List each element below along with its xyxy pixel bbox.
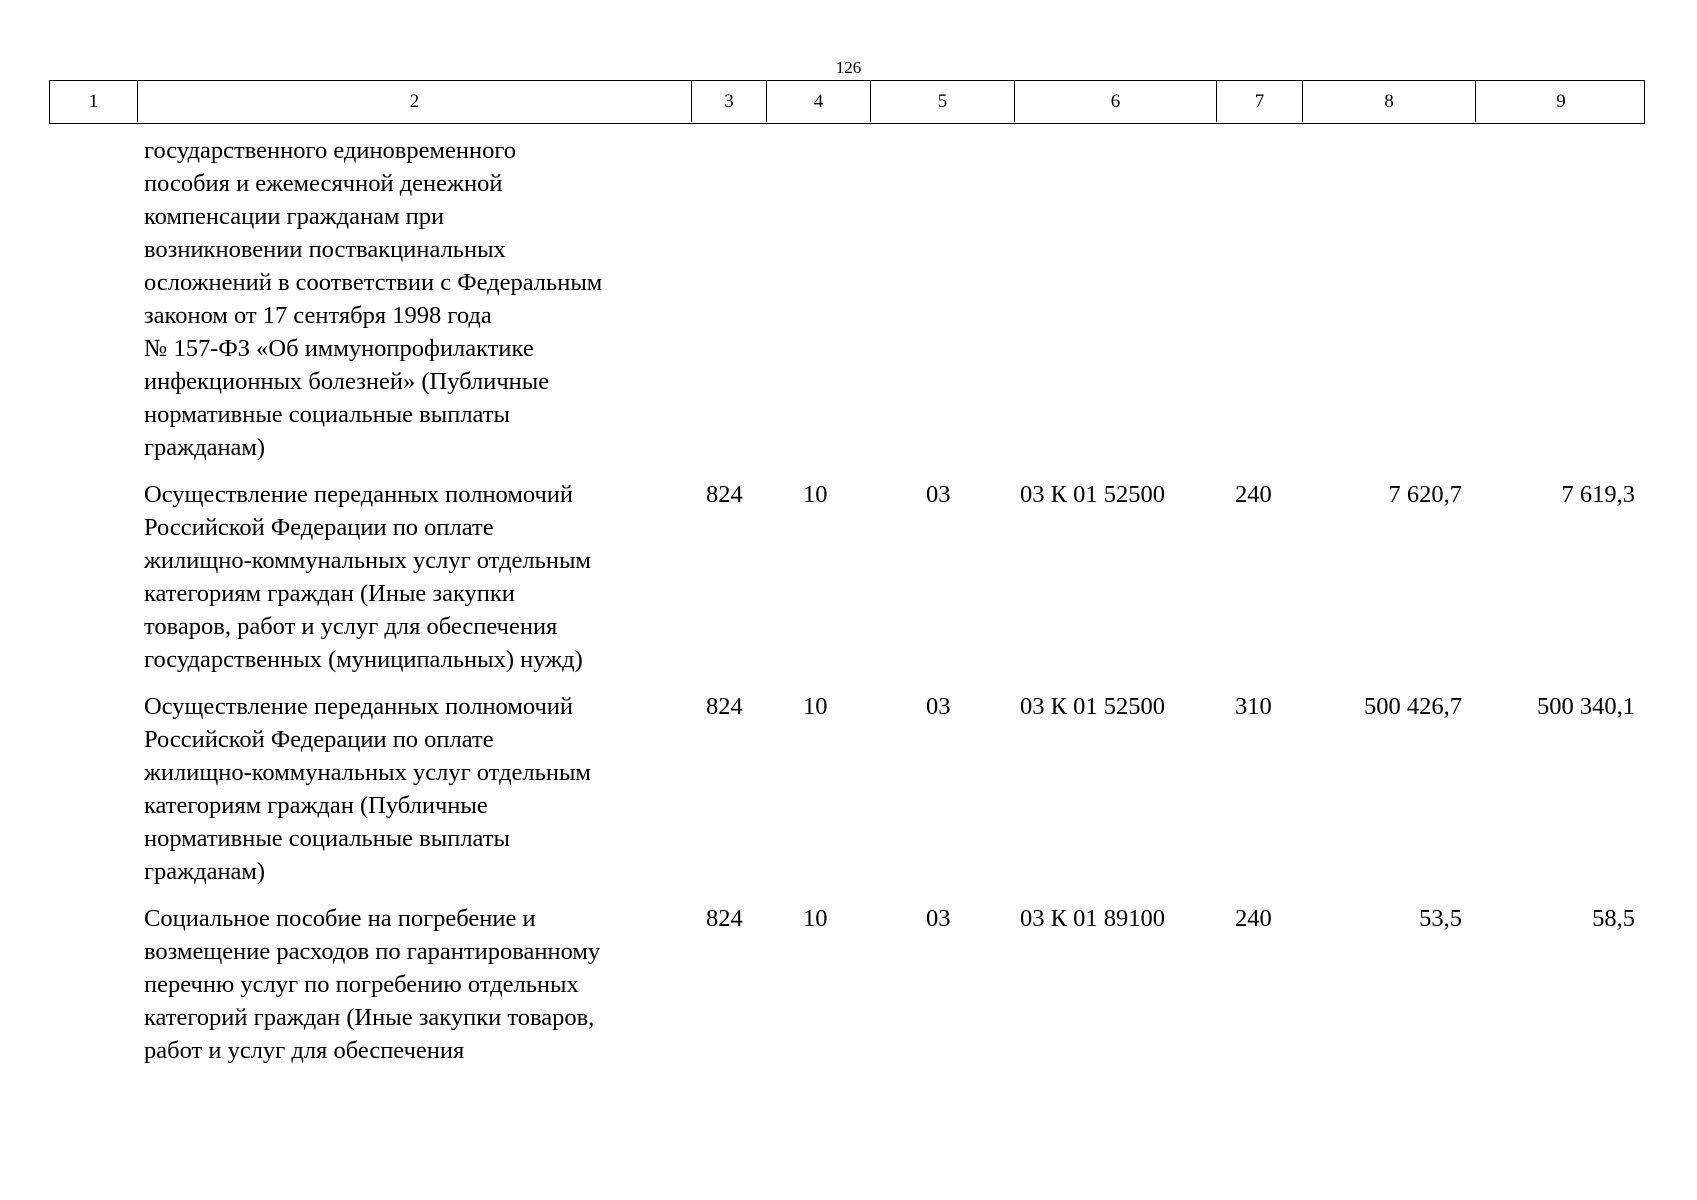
header-col-9: 9 xyxy=(1475,81,1646,122)
cell-col-5: 03 xyxy=(926,481,951,508)
header-col-5: 5 xyxy=(870,81,1014,122)
header-col-6: 6 xyxy=(1014,81,1216,122)
cell-col-9: 500 340,1 xyxy=(1537,693,1635,720)
cell-col-7: 240 xyxy=(1235,481,1272,508)
header-col-3: 3 xyxy=(691,81,766,122)
page-number: 126 xyxy=(835,58,862,77)
cell-col-8: 500 426,7 xyxy=(1364,693,1462,720)
cell-col-5: 03 xyxy=(926,693,951,720)
cell-col-8: 53,5 xyxy=(1419,905,1462,932)
row-description: Осуществление переданных полномочий Российской Федерации по оплате жилищно-коммунальных услуг отдельным категориям граждан (Публичные нормативные социальные выплаты гражданам) xyxy=(144,693,591,885)
header-col-7: 7 xyxy=(1216,81,1302,122)
header-col-1: 1 xyxy=(88,90,99,112)
row-description: Осуществление переданных полномочий Российской Федерации по оплате жилищно-коммунальных услуг отдельным категориям граждан (Иные закупки товаров, работ и услуг для обеспечения государственных (муниципальных) нужд) xyxy=(144,481,591,673)
table-header xyxy=(49,80,1645,124)
row-description: государственного единовременного пособия и ежемесячной денежной компенсации гражданам при возникновении поствакцинальных осложнений в соответствии с Федеральным законом от 17 сентября 1998 года № 157-ФЗ «Об иммунопрофилактике инфекционных болезней» (Публичные нормативные социальные выплаты гражданам) xyxy=(144,137,603,461)
cell-col-4: 10 xyxy=(803,905,828,932)
cell-col-9: 7 619,3 xyxy=(1561,481,1635,508)
cell-col-5: 03 xyxy=(926,905,951,932)
cell-col-4: 10 xyxy=(803,693,828,720)
cell-col-3: 824 xyxy=(706,481,743,508)
cell-col-7: 310 xyxy=(1235,693,1272,720)
cell-col-9: 58,5 xyxy=(1592,905,1635,932)
cell-col-7: 240 xyxy=(1235,905,1272,932)
cell-col-6: 03 К 01 52500 xyxy=(1020,693,1165,720)
cell-col-3: 824 xyxy=(706,905,743,932)
cell-col-6: 03 К 01 52500 xyxy=(1020,481,1165,508)
row-description: Социальное пособие на погребение и возмещение расходов по гарантированному перечню услуг по погребению отдельных категорий граждан (Иные закупки товаров, работ и услуг для обеспечения xyxy=(144,905,601,1064)
cell-col-8: 7 620,7 xyxy=(1388,481,1462,508)
header-col-8: 8 xyxy=(1302,81,1475,122)
cell-col-6: 03 К 01 89100 xyxy=(1020,905,1165,932)
cell-col-4: 10 xyxy=(803,481,828,508)
cell-col-3: 824 xyxy=(706,693,743,720)
header-col-4: 4 xyxy=(766,81,870,122)
header-col-2: 2 xyxy=(137,81,691,122)
